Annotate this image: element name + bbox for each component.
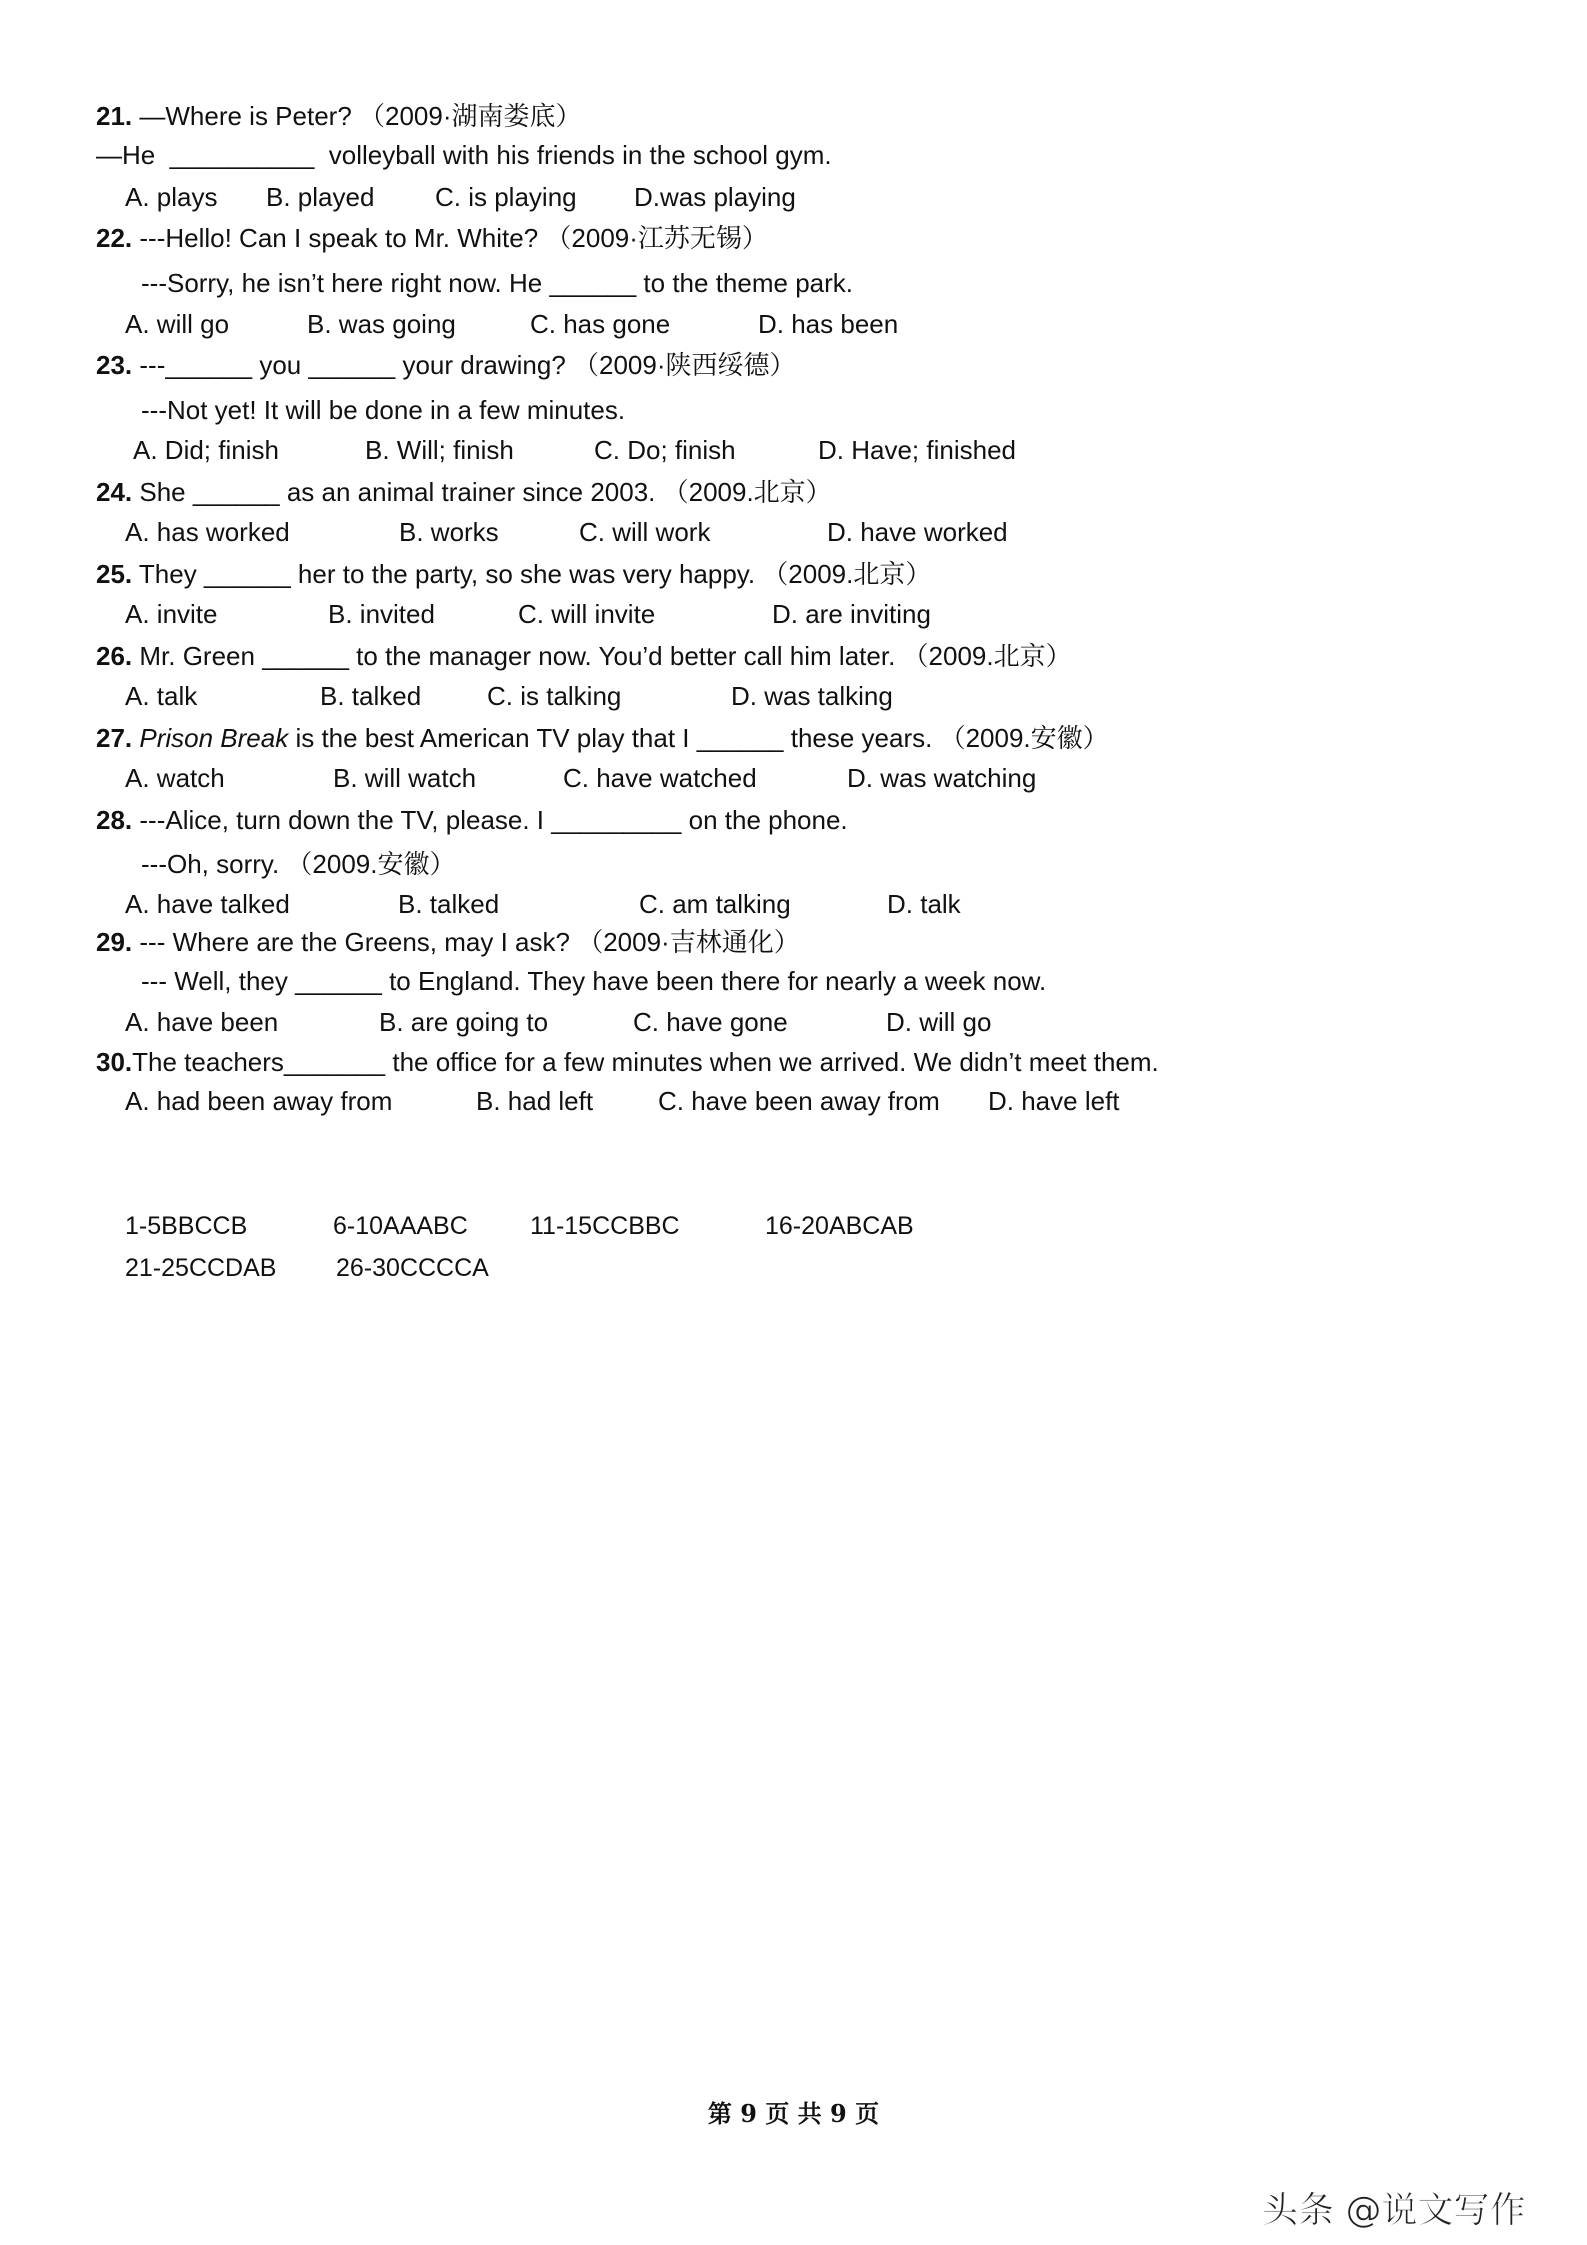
question-29-line: --- Well, they ______ to England. They have been there for nearly a week now. (141, 966, 1047, 996)
question-27-option-c: C. have watched (563, 763, 757, 793)
question-23-line: ---Not yet! It will be done in a few minutes. (141, 395, 626, 425)
question-21-stem: 21. —Where is Peter? （2009·湖南娄底） (96, 101, 582, 131)
question-23-stem: 23. ---______ you ______ your drawing? （2009·陕西绥德） (96, 350, 796, 380)
question-25-option-b: B. invited (328, 599, 435, 629)
question-27-option-a: A. watch (125, 763, 225, 793)
answer-11-15: 11-15CCBBC (530, 1212, 680, 1240)
question-28-option-d: D. talk (887, 889, 961, 919)
question-30-option-d: D. have left (988, 1086, 1120, 1116)
question-29-stem: 29. --- Where are the Greens, may I ask? （2009·吉林通化） (96, 927, 800, 957)
question-21-line: —He __________ volleyball with his friends in the school gym. (96, 140, 832, 170)
answer-16-20: 16-20ABCAB (765, 1212, 914, 1240)
question-26-stem: 26. Mr. Green ______ to the manager now. You’d better call him later. （2009.北京） (96, 641, 1072, 671)
question-22-option-d: D. has been (758, 309, 899, 339)
question-27-stem: 27. Prison Break is the best American TV play that I ______ these years. （2009.安徽） (96, 723, 1109, 753)
answer-26-30: 26-30CCCCA (336, 1254, 489, 1282)
page-footer: 第 9 页 共 9 页 (707, 2099, 880, 2128)
question-27-option-d: D. was watching (847, 763, 1037, 793)
question-22-option-c: C. has gone (530, 309, 671, 339)
answer-1-5: 1-5BBCCB (125, 1212, 248, 1240)
question-24-option-c: C. will work (579, 517, 711, 547)
question-27-title-italic: Prison Break (132, 723, 289, 753)
question-26-option-c: C. is talking (487, 681, 622, 711)
question-21-option-c: C. is playing (435, 182, 577, 212)
question-24-option-a: A. has worked (125, 517, 290, 547)
question-29-option-b: B. are going to (379, 1007, 549, 1037)
question-30-stem: 30.The teachers_______ the office for a few minutes when we arrived. We didn’t meet them. (96, 1047, 1159, 1077)
question-28-option-b: B. talked (398, 889, 500, 919)
question-30-option-a: A. had been away from (125, 1086, 393, 1116)
question-22-stem: 22. ---Hello! Can I speak to Mr. White? （2009·江苏无锡） (96, 223, 768, 253)
question-27-option-b: B. will watch (333, 763, 477, 793)
question-29-option-c: C. have gone (633, 1007, 788, 1037)
question-25-stem: 25. They ______ her to the party, so she was very happy. （2009.北京） (96, 559, 932, 589)
watermark: 头条 @说文写作 (1262, 2190, 1526, 2231)
question-28-option-a: A. have talked (125, 889, 290, 919)
question-24-option-b: B. works (399, 517, 499, 547)
question-26-option-a: A. talk (125, 681, 198, 711)
question-30-option-b: B. had left (476, 1086, 594, 1116)
question-25-option-a: A. invite (125, 599, 218, 629)
question-22-option-a: A. will go (125, 309, 230, 339)
question-28-line: ---Oh, sorry. （2009.安徽） (141, 849, 456, 879)
question-25-option-d: D. are inviting (772, 599, 931, 629)
question-28-option-c: C. am talking (639, 889, 791, 919)
question-21-option-a: A. plays (125, 182, 218, 212)
question-29-option-a: A. have been (125, 1007, 279, 1037)
question-24-option-d: D. have worked (827, 517, 1008, 547)
question-21-option-d: D.was playing (634, 182, 796, 212)
question-23-option-d: D. Have; finished (818, 435, 1016, 465)
question-25-option-c: C. will invite (518, 599, 656, 629)
question-23-option-b: B. Will; finish (365, 435, 514, 465)
answer-21-25: 21-25CCDAB (125, 1254, 277, 1282)
answer-6-10: 6-10AAABC (333, 1212, 468, 1240)
question-30-option-c: C. have been away from (658, 1086, 940, 1116)
question-26-option-b: B. talked (320, 681, 422, 711)
question-24-stem: 24. She ______ as an animal trainer since 2003. （2009.北京） (96, 477, 832, 507)
question-23-option-a: A. Did; finish (133, 435, 279, 465)
question-22-line: ---Sorry, he isn’t here right now. He ______ to the theme park. (141, 268, 853, 298)
question-23-option-c: C. Do; finish (594, 435, 736, 465)
question-21-option-b: B. played (266, 182, 375, 212)
question-22-option-b: B. was going (307, 309, 456, 339)
question-26-option-d: D. was talking (731, 681, 893, 711)
question-29-option-d: D. will go (886, 1007, 992, 1037)
question-28-stem: 28. ---Alice, turn down the TV, please. I _________ on the phone. (96, 805, 848, 835)
